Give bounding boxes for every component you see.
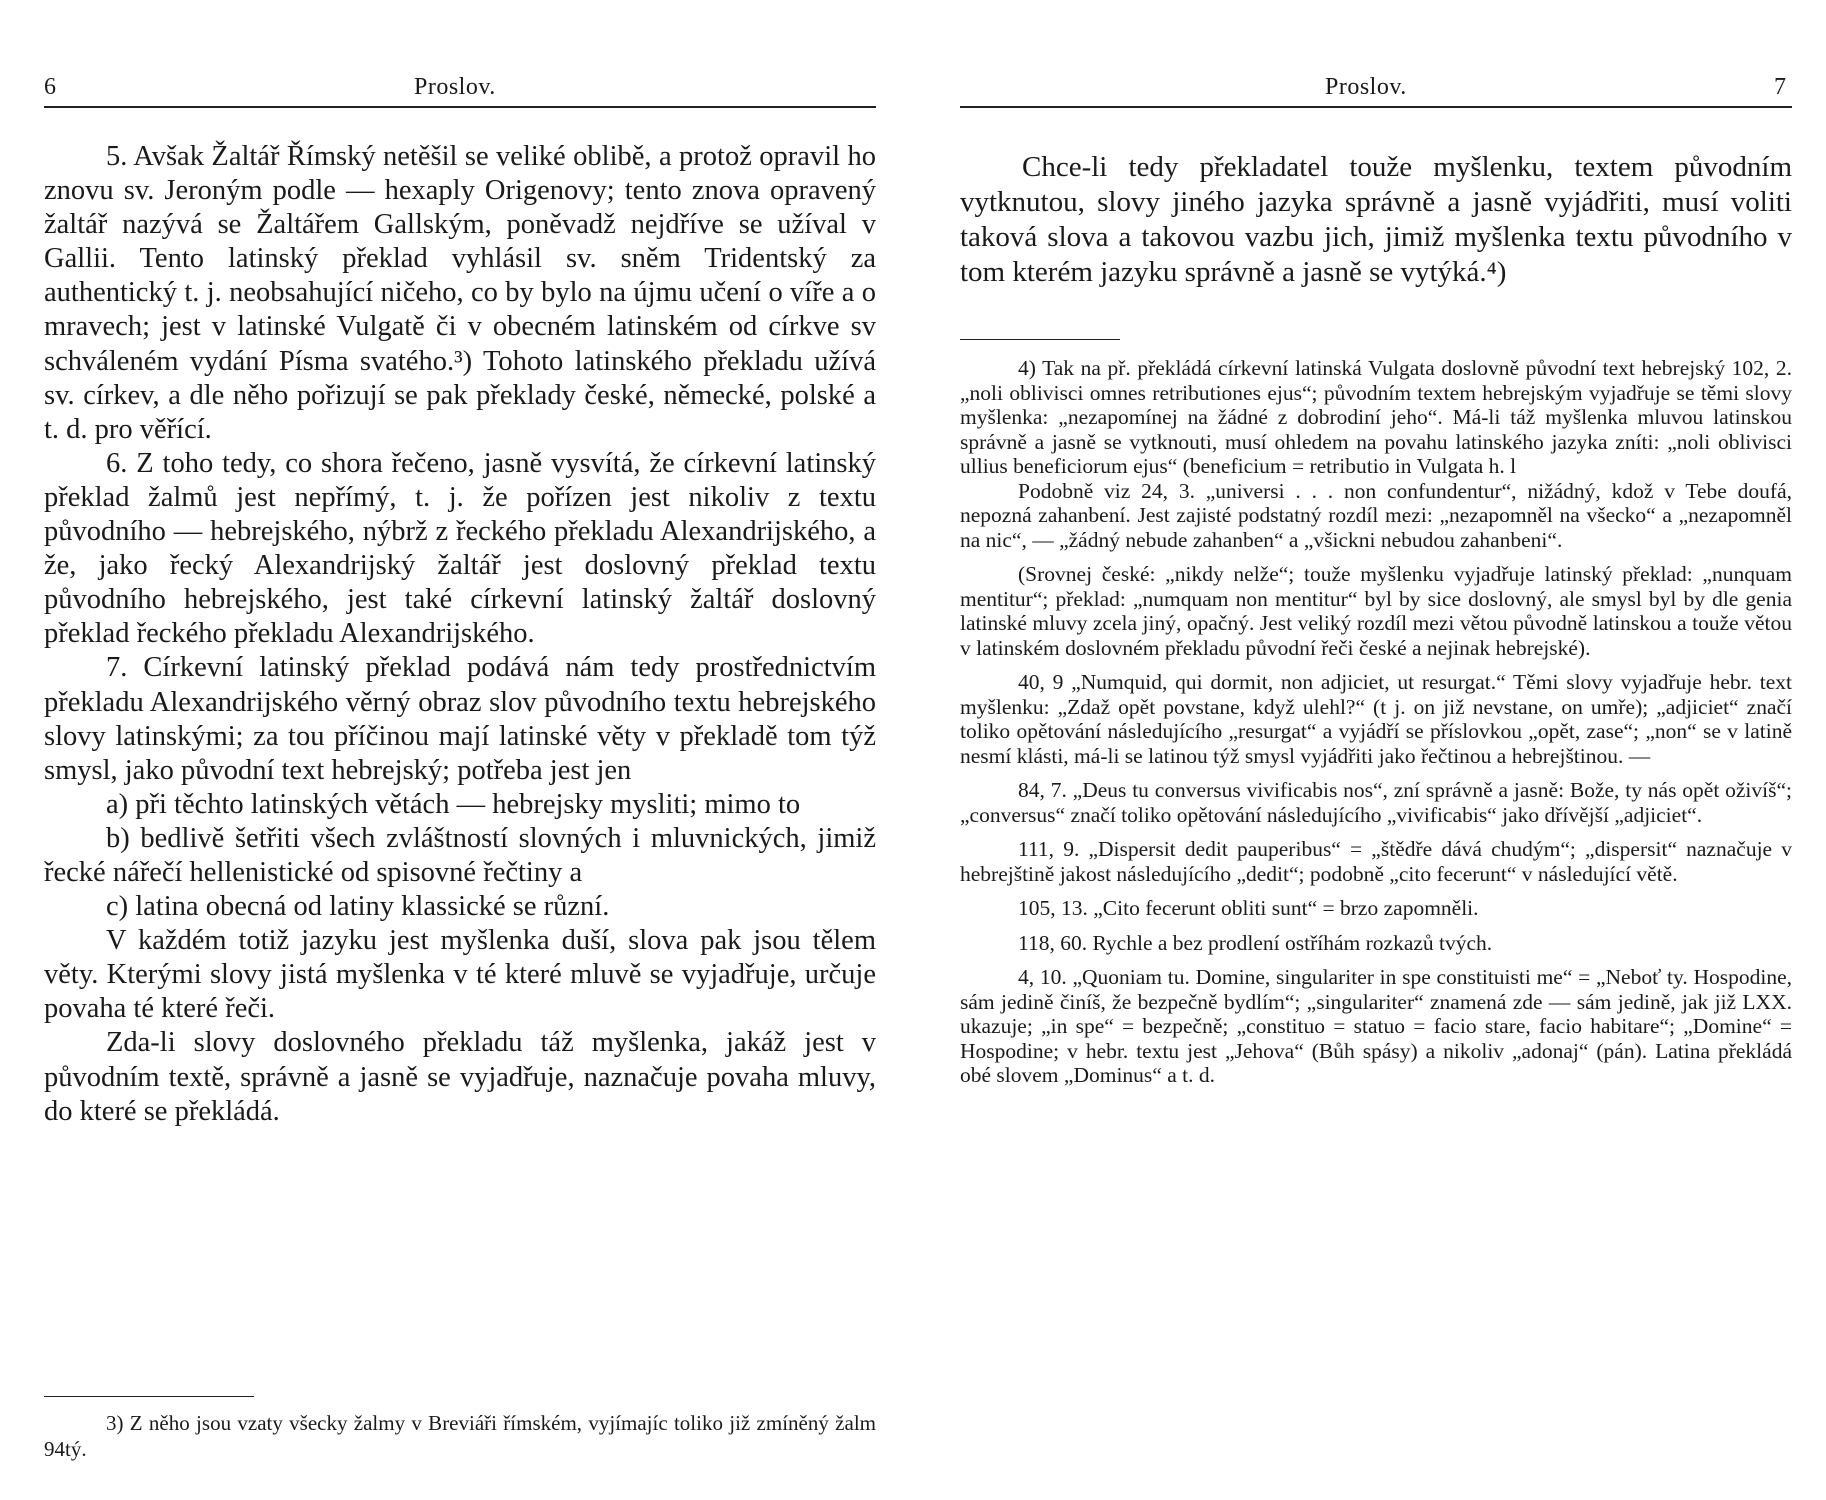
paragraph-literal-translation: Zda-li slovy doslovného překladu táž myšlenka, jakáž jest v původním textě, správně a jasně se vyjadřuje, naznačuje povaha mluvy, do které se překládá.: [44, 1027, 876, 1127]
left-page: [0, 0, 900, 1500]
paragraph-6: 6. Z toho tedy, co shora řečeno, jasně vysvítá, že církevní latinský překlad žalmů jest nepřímý, t. j. že pořízen jest nikoliv z textu původního — hebrejského, nýbrž z řeckého překladu Alexandrijského, a že, jako řecký Alexandrijský žaltář jest doslovný překlad textu původního hebrejského, jest také církevní latinský žaltář doslovný překlad řeckého překladu Alexandrijského.: [44, 447, 876, 650]
footnote-paragraph: 111, 9. „Dispersit dedit pauperibus“ = „štědře dává chudým“; „dispersit“ naznačuje v hebrejštině jakost následujícího „dedit“; podobně „cito fecerunt“ v následující větě.: [960, 837, 1792, 886]
footnote-paragraph: (Srovnej české: „nikdy nelže“; touže myšlenku vyjadřuje latinský překlad: „nunquam mentitur“; překlad: „numquam non mentitur“ byl by sice doslovný, ale smysl byl by dle genia latinské mluvy zcela jiný, opačný. Jest veliký rozdíl mezi větou původně latinskou a touže větou v latinském doslovném překladu původní řeči české a nejinak hebrejské).: [960, 562, 1792, 660]
paragraph-5: 5. Avšak Žaltář Římský netěšil se veliké oblibě, a protož opravil ho znovu sv. Jeroným podle — hexaply Origenovy; tento znova opravený žaltář nazývá se Žaltářem Gallským, poněvadž nejdříve se užíval v Gallii. Tento latinský překlad vyhlásil sv. sněm Tridentský za authentický t. j. neobsahující ničeho, co by bylo na újmu učení o víře a o mravech; jest v latinské Vulgatě či v obecném latinském od církve sv schváleném vydání Písma svatého.³) Tohoto latinského překladu užívá sv. církev, a dle něho pořizují se pak překlady české, německé, polské a t. d. pro věřící.: [44, 141, 876, 445]
paragraph-translator: Chce-li tedy překladatel touže myšlenku, textem původním vytknutou, slovy jiného jazyka správně a jasně vyjádřiti, musí voliti taková slova a takovou vazbu jich, jimiž myšlenka textu původního v tom kterém jazyku správně a jasně se vytýká.⁴): [960, 151, 1792, 288]
footnote-3: 3) Z něho jsou vzaty všecky žalmy v Breviáři římském, vyjímajíc toliko již zmíněný žalm 94tý.: [44, 1411, 876, 1461]
footnote-paragraph: 118, 60. Rychle a bez prodlení ostříhám rozkazů tvých.: [1018, 930, 1493, 955]
footnote-paragraph: 84, 7. „Deus tu conversus vivificabis nos“, zní správně a jasně: Bože, ty nás opět oživíš“; „conversus“ značí toliko opětování následujícího „vivificabis“ jako dřívější „adjiciet“.: [960, 778, 1792, 827]
paragraph-thought-soul: V každém totiž jazyku jest myšlenka duší, slova pak jsou tělem věty. Kterými slovy jistá myšlenka v té které mluvě se vyjadřuje, určuje povaha té které řeči.: [44, 925, 876, 1025]
footnote-4: 4) Tak na př. překládá církevní latinská Vulgata doslovně původní text hebrejský 102, 2. „noli oblivisci omnes retributiones ejus“; původním textem hebrejským vyjadřuje se těmi slovy myšlenka: „nezapomínej na žádné z dobrodiní jeho“. Má-li táž myšlenka mluvou latinskou správně a jasně se vytknouti, musí ohledem na povahu latinského jazyka zníti: „noli oblivisci ullius beneficiorum ejus“ (beneficium = retributio in Vulgata h. l: [960, 356, 1792, 478]
left-page-body: [44, 140, 876, 1129]
page-number: 7: [1774, 74, 1786, 100]
page-number: 6: [44, 74, 56, 100]
right-page-body: [960, 150, 1792, 290]
footnote-paragraph: Podobně viz 24, 3. „universi . . . non confundentur“, nižádný, kdož v Tebe doufá, nepozná zahanbení. Jest zajisté podstatný rozdíl mezi: „nezapomněl na všecko“ a „nezapomněl na nic“, — „žádný nebude zahanben“ a „všickni nebudou zahanbeni“.: [960, 478, 1792, 552]
right-page: [960, 0, 1826, 1500]
right-footnotes: [960, 356, 1792, 1098]
list-item-b: b) bedlivě šetřiti všech zvláštností slovných i mluvnických, jimiž řecké nářečí hellenistické od spisovné řečtiny a: [44, 822, 876, 888]
footnote-paragraph: 105, 13. „Cito fecerunt obliti sunt“ = brzo zapomněli.: [1018, 896, 1479, 920]
footnote-divider: [960, 339, 1120, 340]
footnote-divider: [44, 1396, 254, 1397]
footnote-paragraph: 40, 9 „Numquid, qui dormit, non adjiciet, ut resurgat.“ Těmi slovy vyjadřuje hebr. text myšlenku: „Zdaž opět povstane, když ulehl?“ (t j. on již nevstane, on umře); „adjiciet“ značí toliko opětování následujícího „resurgat“ a vyjádří se příslovkou „opět, zase“; „non“ se v latině nesmí klásti, má-li se latinou týž smysl vyjádřiti jako řečtinou a hebrejštinou. —: [960, 670, 1792, 768]
footnote-paragraph: 4, 10. „Quoniam tu. Domine, singulariter in spe constituisti me“ = „Neboť ty. Hospodine, sám jedině činíš, že bezpečně bydlím“; „singulariter“ znamená zde — sám jedině, jak již LXX. ukazuje; „in spe“ = bezpečně; „constituo = statuo = facio stare, facio habitare“; „Domine“ = Hospodine; v hebr. textu jest „Jehova“ (Bůh spásy) a nikoliv „adonaj“ (pán). Latina překládá obé slovem „Dominus“ a t. d.: [960, 965, 1792, 1087]
left-page-header: [44, 72, 876, 108]
right-page-header: [960, 72, 1792, 108]
left-footnotes: [44, 1410, 876, 1462]
running-head: Proslov.: [1325, 74, 1407, 100]
list-item-c: c) latina obecná od latiny klassické se různí.: [106, 891, 610, 923]
list-item-a: a) při těchto latinských větách — hebrejsky mysliti; mimo to: [106, 788, 801, 820]
paragraph-7: 7. Církevní latinský překlad podává nám tedy prostřednictvím překladu Alexandrijského věrný obraz slov původního textu hebrejského slovy latinskými; za tou příčinou mají latinské věty v překladě tom týž smysl, jako původní text hebrejský; potřeba jest jen: [44, 652, 876, 786]
running-head: Proslov.: [414, 74, 496, 100]
